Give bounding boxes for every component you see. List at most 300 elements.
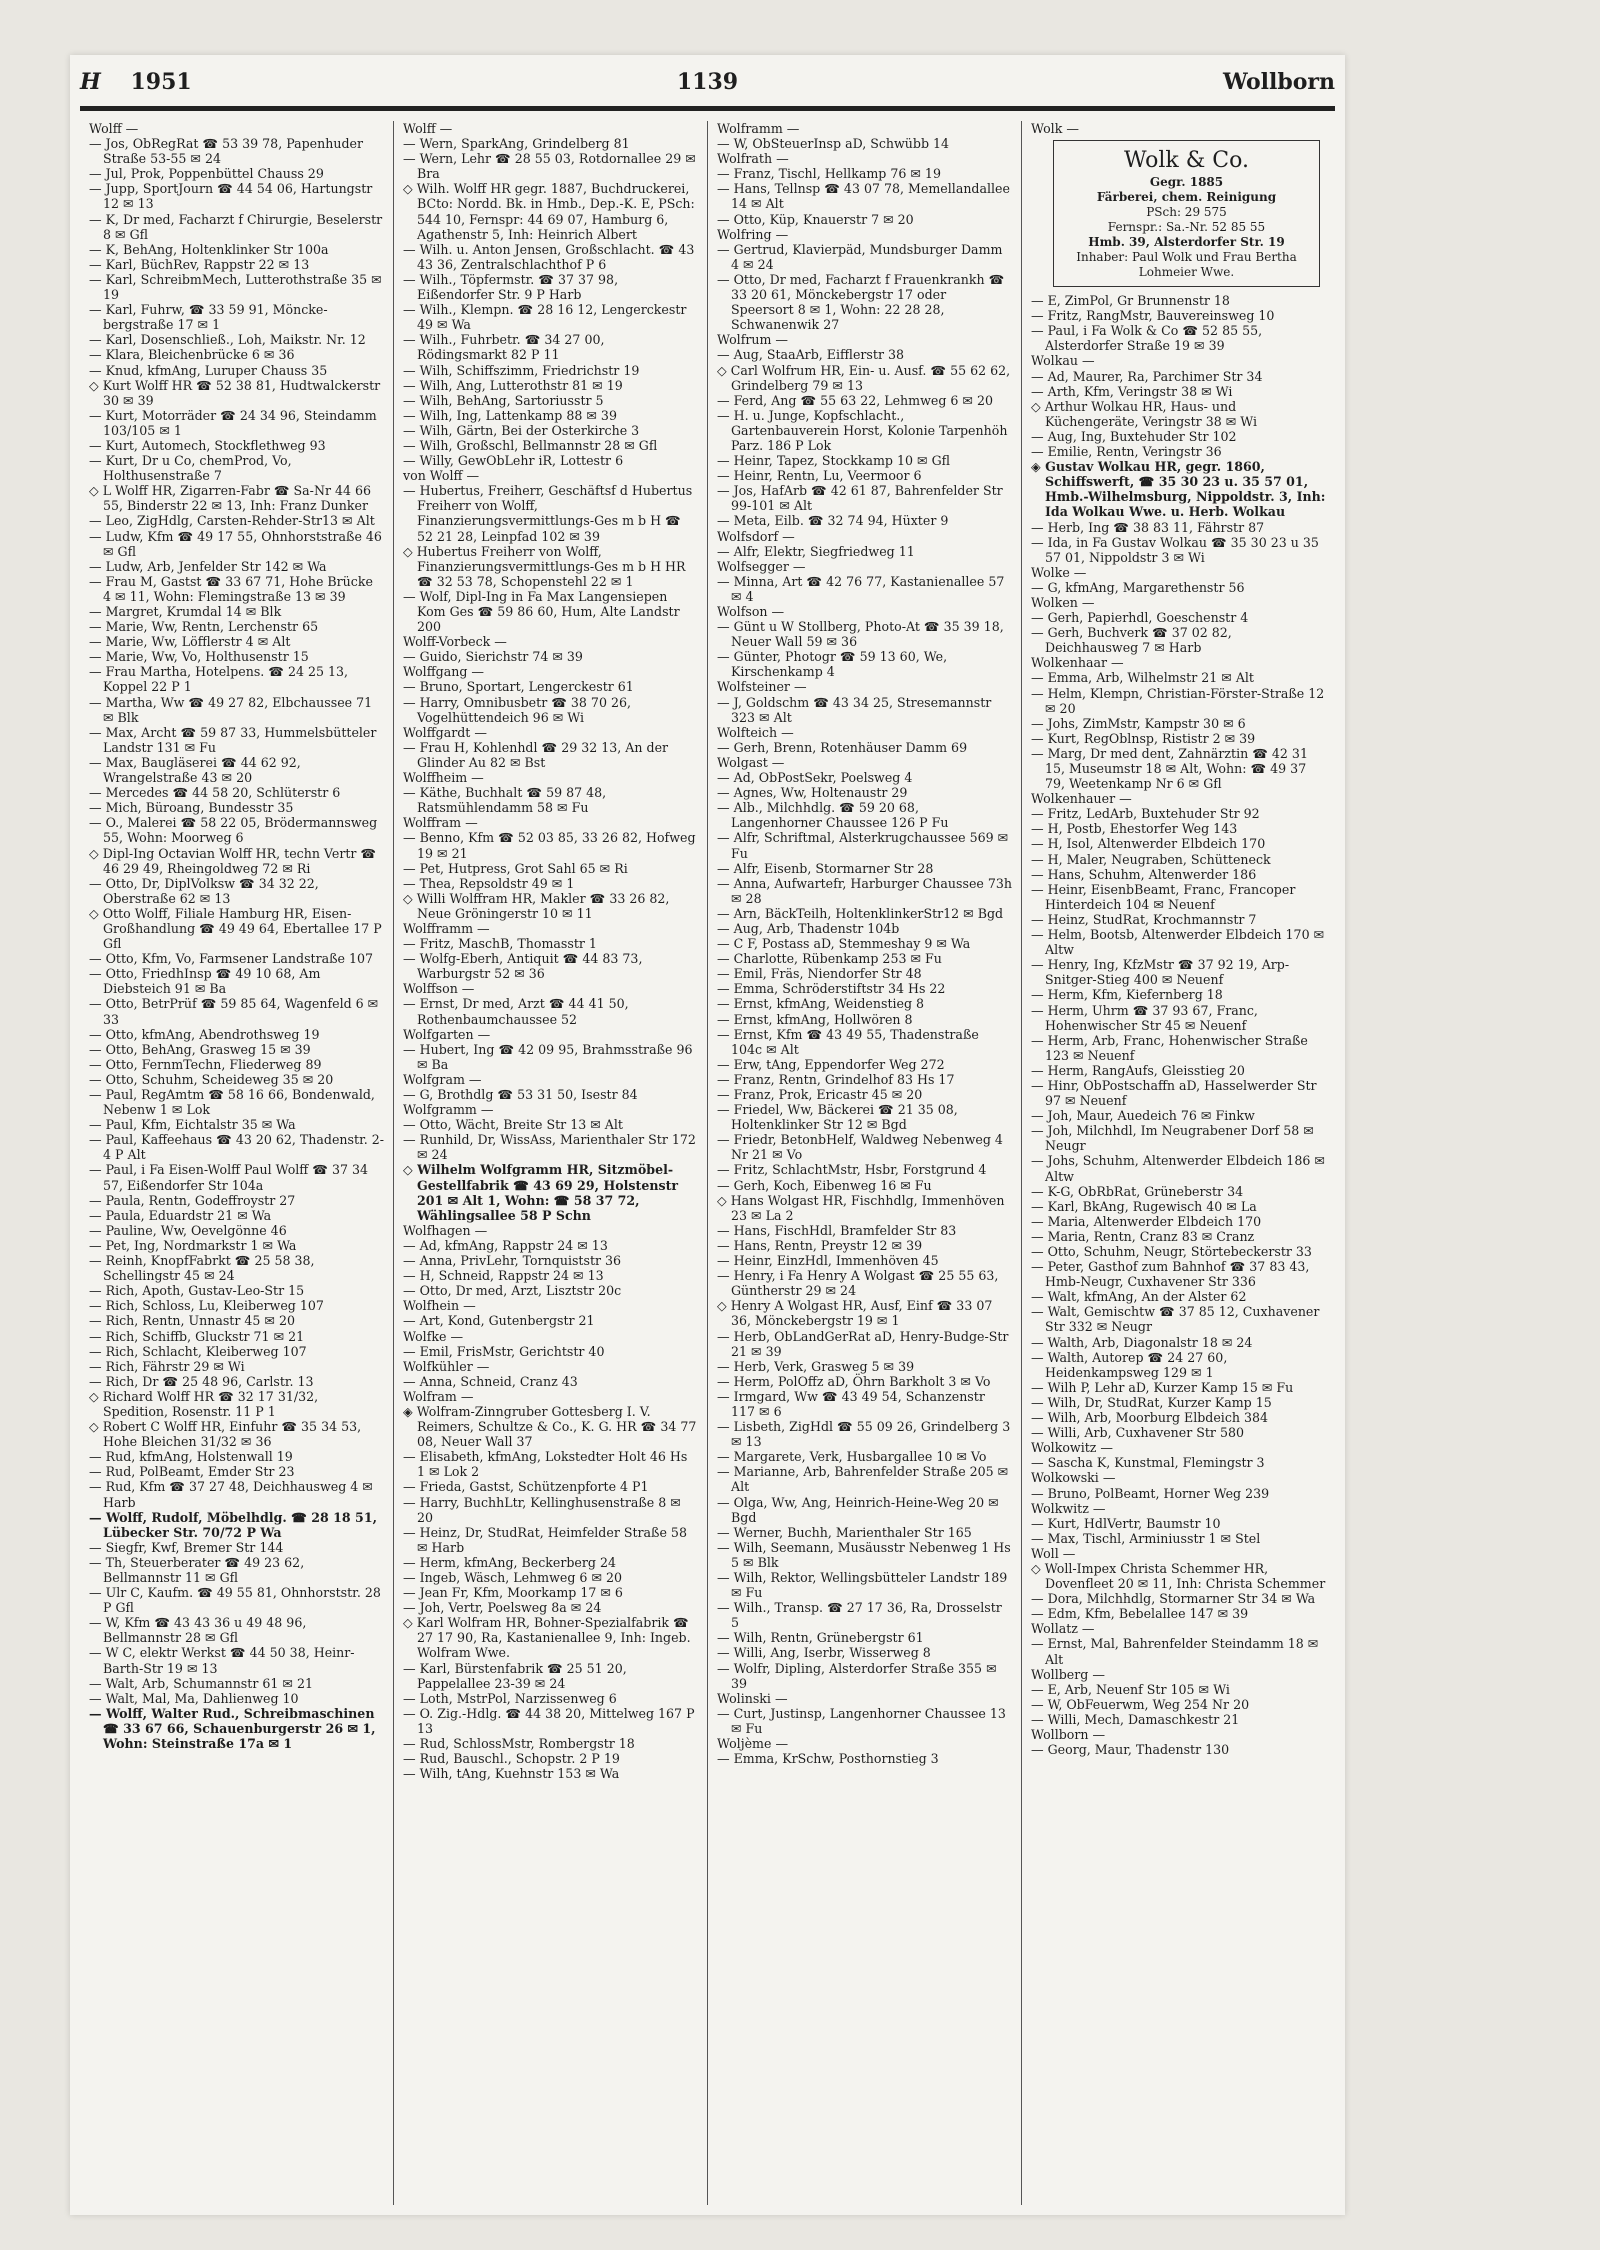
directory-entry: — Runhild, Dr, WissAss, Marienthaler Str 172 ✉ 24 [403, 1132, 696, 1163]
column-2 [394, 121, 708, 2205]
directory-entry: — Wilh P, Lehr aD, Kurzer Kamp 15 ✉ Fu [1031, 1379, 1294, 1395]
directory-entry: — W C, elektr Werkst ☎ 44 50 38, Heinr-Barth-Str 19 ✉ 13 [89, 1645, 355, 1676]
directory-entry: — Paula, Eduardstr 21 ✉ Wa [89, 1207, 272, 1223]
directory-entry: — Ernst, kfmAng, Weidenstieg 8 [717, 996, 925, 1012]
directory-entry: — Walth, Arb, Diagonalstr 18 ✉ 24 [1031, 1334, 1253, 1350]
directory-entry: — H, Isol, Altenwerder Elbdeich 170 [1031, 836, 1266, 852]
directory-entry: — Henry, i Fa Henry A Wolgast ☎ 25 55 63, Güntherstr 29 ✉ 24 [717, 1268, 999, 1299]
directory-entry: — H, Maler, Neugraben, Schütteneck [1031, 851, 1271, 867]
directory-entry: — Walt, Arb, Schumannstr 61 ✉ 21 [89, 1675, 313, 1691]
directory-entry: — Charlotte, Rübenkamp 253 ✉ Fu [717, 951, 942, 967]
surname-heading: Wolfhagen — [403, 1222, 488, 1238]
directory-entry: ◇ Kurt Wolff HR ☎ 52 38 81, Hudtwalckerstr 30 ✉ 39 [89, 377, 381, 408]
directory-entry: — Ingeb, Wäsch, Lehmweg 6 ✉ 20 [403, 1570, 623, 1585]
directory-entry: — Marie, Ww, Löfflerstr 4 ✉ Alt [89, 634, 291, 650]
directory-entry: — Anna, Aufwartefr, Harburger Chaussee 73h ✉ 28 [717, 875, 1012, 906]
directory-entry: — Wilh. u. Anton Jensen, Großschlacht. ☎ 43 43 36, Zentralschlachthof P 6 [403, 241, 695, 272]
directory-entry: — Karl, SchreibmMech, Lutterothstraße 35 ✉ 19 [89, 271, 382, 303]
directory-entry: — Guido, Sierichstr 74 ✉ 39 [403, 649, 583, 665]
directory-entry: — Wilh, Großschl, Bellmannstr 28 ✉ Gfl [403, 437, 658, 453]
surname-heading: Wolfke — [403, 1328, 464, 1344]
directory-entry: — Rich, Schloss, Lu, Kleiberweg 107 [89, 1298, 324, 1314]
directory-entry: — Ernst, Kfm ☎ 43 49 55, Thadenstraße 104c ✉ Alt [717, 1026, 979, 1057]
ad-phone: Fernspr.: Sa.-Nr. 52 85 55 [1107, 220, 1266, 235]
directory-entry: — Otto, Kfm, Vo, Farmsener Landstraße 107 [89, 951, 374, 967]
surname-heading: Wolffson — [403, 981, 475, 997]
directory-entry: ◇ Willi Wolffram HR, Makler ☎ 33 26 82, Neue Gröningerstr 10 ✉ 11 [403, 890, 670, 921]
surname-heading: Wollberg — [1031, 1666, 1105, 1682]
surname-heading: Wolfkühler — [403, 1358, 490, 1374]
directory-entry: ◇ Henry A Wolgast HR, Ausf, Einf ☎ 33 07 36, Mönckebergstr 19 ✉ 1 [717, 1298, 993, 1329]
directory-entry: — Willi, Ang, Iserbr, Wisserweg 8 [717, 1645, 931, 1661]
directory-entry: — Margarete, Verk, Husbargallee 10 ✉ Vo [717, 1449, 987, 1465]
directory-entry: ◇ Wilhelm Wolfgramm HR, Sitzmöbel-Gestellfabrik ☎ 43 69 29, Holstenstr 201 ✉ Alt 1, Wohn: ☎ 58 37 72, Wählingsallee 58 P Schn [403, 1162, 679, 1223]
directory-entry: — Lisbeth, ZigHdl ☎ 55 09 26, Grindelberg 3 ✉ 13 [717, 1419, 1011, 1450]
directory-entry: — Kurt, Motorräder ☎ 24 34 96, Steindamm 103/105 ✉ 1 [89, 407, 377, 438]
directory-entry: — Alfr, Schriftmal, Alsterkrugchaussee 569 ✉ Fu [717, 830, 1009, 861]
directory-entry: — Otto, Dr, DiplVolksw ☎ 34 32 22, Oberstraße 62 ✉ 13 [89, 875, 319, 906]
directory-entry: — Otto, kfmAng, Abendrothsweg 19 [89, 1026, 320, 1042]
directory-entry: — Fritz, MaschB, Thomasstr 1 [403, 936, 597, 952]
directory-entry: — Frieda, Gastst, Schützenpforte 4 P1 [403, 1479, 649, 1495]
directory-entry: — J, Goldschm ☎ 43 34 25, Stresemannstr 323 ✉ Alt [717, 694, 992, 725]
directory-entry: — Heinr, EisenbBeamt, Franc, Francoper Hinterdeich 104 ✉ Neuenf [1031, 881, 1296, 912]
directory-entry: — Wolfr, Dipling, Alsterdorfer Straße 355 ✉ 39 [717, 1660, 997, 1691]
directory-entry: — Arn, BäckTeilh, HoltenklinkerStr12 ✉ Bgd [717, 905, 1004, 921]
directory-entry: — Heinz, Dr, StudRat, Heimfelder Straße 58 ✉ Harb [403, 1524, 687, 1555]
directory-entry: — Siegfr, Kwf, Bremer Str 144 [89, 1539, 284, 1555]
directory-entry: — Aug, Ing, Buxtehuder Str 102 [1031, 428, 1237, 444]
surname-heading: Wolken — [1031, 594, 1095, 610]
directory-entry: — Ferd, Ang ☎ 55 63 22, Lehmweg 6 ✉ 20 [717, 392, 993, 408]
column-1 [80, 121, 394, 2205]
directory-entry: — Heinr, Tapez, Stockkamp 10 ✉ Gfl [717, 453, 951, 469]
directory-entry: — Käthe, Buchhalt ☎ 59 87 48, Ratsmühlendamm 58 ✉ Fu [403, 785, 607, 816]
directory-entry: — Paula, Rentn, Godeffroystr 27 [89, 1192, 296, 1208]
directory-entry: — Aug, Arb, Thadenstr 104b [717, 920, 900, 936]
directory-entry: — Rich, Apoth, Gustav-Leo-Str 15 [89, 1283, 305, 1299]
page-header [80, 65, 1335, 105]
directory-entry: — Otto, FriedhInsp ☎ 49 10 68, Am Diebsteich 91 ✉ Ba [89, 966, 321, 997]
directory-entry: — Otto, FernmTechn, Fliederweg 89 [89, 1056, 322, 1072]
directory-entry: — Peter, Gasthof zum Bahnhof ☎ 37 83 43, Hmb-Neugr, Cuxhavener Str 336 [1031, 1259, 1310, 1290]
surname-heading: Wolfson — [717, 604, 785, 619]
directory-entry: — Kurt, RegOblnsp, Rististr 2 ✉ 39 [1031, 730, 1256, 746]
directory-entry: — Wolff, Rudolf, Möbelhdlg. ☎ 28 18 51, Lübecker Str. 70/72 P Wa [89, 1509, 377, 1540]
directory-entry: — Elisabeth, kfmAng, Lokstedter Holt 46 Hs 1 ✉ Lok 2 [403, 1449, 688, 1480]
directory-entry: — Günter, Photogr ☎ 59 13 60, We, Kirschenkamp 4 [717, 649, 948, 680]
directory-entry: — Gerh, Papierhdl, Goeschenstr 4 [1031, 610, 1249, 626]
directory-entry: — K-G, ObRbRat, Grüneberstr 34 [1031, 1183, 1244, 1199]
directory-entry: — Benno, Kfm ☎ 52 03 85, 33 26 82, Hofweg 19 ✉ 21 [403, 830, 696, 861]
directory-entry: ◇ Woll-Impex Christa Schemmer HR, Dovenfleet 20 ✉ 11, Inh: Christa Schemmer [1031, 1560, 1326, 1592]
directory-entry: — Wolff, Walter Rud., Schreibmaschinen ☎ 33 67 66, Schauenburgerstr 26 ✉ 1, Wohn: Steinstraße 17a ✉ 1 [89, 1705, 376, 1752]
directory-entry: — Rud, Bauschl., Schopstr. 2 P 19 [403, 1751, 620, 1767]
surname-heading: Wolkowitz — [1031, 1440, 1114, 1456]
surname-heading: von Wolff — [403, 468, 480, 484]
surname-heading: Woljème — [717, 1736, 789, 1752]
directory-entry: — Anna, PrivLehr, Tornquiststr 36 [403, 1253, 622, 1269]
directory-entry: — Franz, Rentn, Grindelhof 83 Hs 17 [717, 1071, 955, 1087]
directory-entry: — Ernst, Mal, Bahrenfelder Steindamm 18 ✉ Alt [1031, 1636, 1319, 1667]
directory-entry: — Thea, Repsoldstr 49 ✉ 1 [403, 875, 575, 891]
directory-entry: — H, Postb, Ehestorfer Weg 143 [1031, 821, 1238, 837]
directory-entry: — Knud, kfmAng, Luruper Chauss 35 [89, 362, 328, 378]
directory-entry: — Herb, Ing ☎ 38 83 11, Fährstr 87 [1031, 519, 1265, 535]
directory-entry: — Karl, Dosenschließ., Loh, Maikstr. Nr. 12 [89, 332, 366, 348]
surname-heading: Wolfgramm — [403, 1102, 494, 1118]
directory-entry: — Rich, Dr ☎ 25 48 96, Carlstr. 13 [89, 1373, 314, 1389]
directory-entry: ◇ Dipl-Ing Octavian Wolff HR, techn Vertr ☎ 46 29 49, Rheingoldweg 72 ✉ Ri [89, 845, 377, 876]
directory-entry: — Otto, Dr med, Facharzt f Frauenkrankh ☎ 33 20 61, Mönckebergstr 17 oder Speersort 8 ✉ 1, Wohn: 22 28 28, Schwanenwik 27 [717, 271, 1005, 333]
directory-entry: — Th, Steuerberater ☎ 49 23 62, Bellmannstr 11 ✉ Gfl [89, 1554, 305, 1585]
ad-address: Hmb. 39, Alsterdorfer Str. 19 [1088, 235, 1285, 250]
directory-entry: — Rud, kfmAng, Holstenwall 19 [89, 1449, 293, 1465]
directory-entry: — Anna, Schneid, Cranz 43 [403, 1373, 578, 1389]
directory-entry: — Pauline, Ww, Oevelgönne 46 [89, 1222, 287, 1238]
directory-entry: — Walt, Gemischtw ☎ 37 85 12, Cuxhavener Str 332 ✉ Neugr [1031, 1304, 1320, 1335]
directory-page [70, 55, 1345, 2215]
header-rule [80, 106, 1335, 111]
directory-entry: — Wilh, Seemann, Musäusstr Nebenweg 1 Hs 5 ✉ Blk [717, 1539, 1011, 1570]
directory-entry: — Emma, KrSchw, Posthornstieg 3 [717, 1751, 939, 1767]
directory-entry: ◇ Wilh. Wolff HR gegr. 1887, Buchdruckerei, BCto: Nordd. Bk. in Hmb., Dep.-K. E, PSch: 544 10, Fernspr: 44 69 07, Hamburg 6, Agathenstr 5, Inh: Heinrich Albert [403, 181, 695, 242]
directory-entry: ◇ Richard Wolff HR ☎ 32 17 31/32, Spedition, Rosenstr. 11 P 1 [89, 1388, 319, 1419]
ad-psch: PSch: 29 575 [1146, 205, 1227, 220]
directory-entry: — W, ObFeuerwm, Weg 254 Nr 20 [1031, 1696, 1250, 1712]
directory-entry: — Ernst, Dr med, Arzt ☎ 44 41 50, Rothenbaumchaussee 52 [403, 996, 629, 1027]
directory-entry: — Pet, Hutpress, Grot Sahl 65 ✉ Ri [403, 860, 628, 876]
ad-firm-name: Wolk & Co. [1124, 148, 1249, 174]
directory-entry: — Wern, Lehr ☎ 28 55 03, Rotdornallee 29 ✉ Bra [403, 151, 696, 182]
directory-entry: — Marie, Ww, Rentn, Lerchenstr 65 [89, 619, 319, 635]
directory-entry: — Fritz, RangMstr, Bauvereinsweg 10 [1031, 308, 1275, 324]
directory-entry: — Willi, Arb, Cuxhavener Str 580 [1031, 1425, 1244, 1441]
directory-entry: — Max, Tischl, Arminiusstr 1 ✉ Stel [1031, 1530, 1261, 1546]
directory-entry: — Ludw, Arb, Jenfelder Str 142 ✉ Wa [89, 558, 327, 574]
directory-entry: — Ida, in Fa Gustav Wolkau ☎ 35 30 23 u 35 57 01, Nippoldstr 3 ✉ Wi [1031, 534, 1319, 565]
directory-entry: — Harry, Omnibusbetr ☎ 38 70 26, Vogelhüttendeich 96 ✉ Wi [403, 694, 631, 725]
directory-entry: ◇ Arthur Wolkau HR, Haus- und Küchengeräte, Veringstr 38 ✉ Wi [1031, 398, 1258, 429]
directory-entry: — Ad, kfmAng, Rappstr 24 ✉ 13 [403, 1237, 608, 1253]
directory-entry: — Mich, Büroang, Bundesstr 35 [89, 800, 294, 816]
directory-entry: — Wilh, Dr, StudRat, Kurzer Kamp 15 [1031, 1394, 1272, 1410]
directory-entry: — Hubertus, Freiherr, Geschäftsf d Hubertus Freiherr von Wolff, Finanzierungsvermittlungs-Ges m b H ☎ 52 21 28, Leinpfad 102 ✉ 39 [403, 483, 693, 544]
surname-heading: Wolfgarten — [403, 1026, 491, 1042]
directory-entry: — Gerh, Buchverk ☎ 37 02 82, Deichhausweg 7 ✉ Harb [1031, 625, 1232, 656]
directory-entry: ◈ Gustav Wolkau HR, gegr. 1860, Schiffswerft, ☎ 35 30 23 u. 35 57 01, Hmb.-Wilhelmsburg, Nippoldstr. 3, Inh: Ida Wolkau Wwe. u. Herb. Wolkau [1031, 459, 1326, 520]
surname-heading: Wolinski — [717, 1690, 788, 1706]
directory-entry: — Herb, ObLandGerRat aD, Henry-Budge-Str 21 ✉ 39 [717, 1328, 1009, 1359]
directory-entry: — Wilh, Schiffszimm, Friedrichstr 19 [403, 362, 640, 378]
directory-entry: — W, Kfm ☎ 43 43 36 u 49 48 96, Bellmannstr 28 ✉ Gfl [89, 1615, 307, 1646]
directory-entry: — Ludw, Kfm ☎ 49 17 55, Ohnhorststraße 46 ✉ Gfl [89, 528, 382, 559]
columns [80, 121, 1335, 2205]
surname-heading: Wolfrum — [717, 332, 789, 348]
directory-entry: — Edm, Kfm, Bebelallee 147 ✉ 39 [1031, 1606, 1249, 1622]
directory-entry: — Rud, Kfm ☎ 37 27 48, Deichhausweg 4 ✉ Harb [89, 1479, 373, 1510]
directory-entry: — Arth, Kfm, Veringstr 38 ✉ Wi [1031, 383, 1233, 399]
directory-entry: — Emilie, Rentn, Veringstr 36 [1031, 444, 1222, 460]
directory-entry: — Gerh, Koch, Eibenweg 16 ✉ Fu [717, 1177, 932, 1193]
directory-entry: — Alfr, Elektr, Siegfriedweg 11 [717, 543, 915, 559]
column-3 [708, 121, 1022, 2205]
directory-entry: — Wilh, Ing, Lattenkamp 88 ✉ 39 [403, 407, 617, 423]
directory-entry: — Paul, i Fa Eisen-Wolff Paul Wolff ☎ 37 34 57, Eißendorfer Str 104a [89, 1162, 368, 1193]
surname-heading: Woll — [1031, 1545, 1076, 1561]
directory-entry: — Herb, Verk, Grasweg 5 ✉ 39 [717, 1358, 915, 1374]
directory-entry: — Heinz, StudRat, Krochmannstr 7 [1031, 911, 1257, 927]
directory-entry: — Wilh, Arb, Moorburg Elbdeich 384 [1031, 1410, 1269, 1426]
directory-entry: — Marie, Ww, Vo, Holthusenstr 15 [89, 649, 309, 665]
directory-entry: — Günt u W Stollberg, Photo-At ☎ 35 39 18, Neuer Wall 59 ✉ 36 [717, 619, 1004, 650]
directory-entry: — Joh, Maur, Auedeich 76 ✉ Finkw [1031, 1108, 1255, 1124]
surname-heading: Wolffram — [403, 815, 478, 831]
surname-heading: Wolfgram — [403, 1071, 482, 1087]
directory-entry: — Margret, Krumdal 14 ✉ Blk [89, 604, 282, 619]
directory-entry: ◇ L Wolff HR, Zigarren-Fabr ☎ Sa-Nr 44 66 55, Binderstr 22 ✉ 13, Inh: Franz Dunker [89, 483, 372, 514]
directory-entry: — O., Malerei ☎ 58 22 05, Brödermannsweg 55, Wohn: Moorweg 6 [89, 815, 378, 846]
directory-entry: ◇ Robert C Wolff HR, Einfuhr ☎ 35 34 53, Hohe Bleichen 31/32 ✉ 36 [89, 1419, 362, 1450]
directory-entry: — Wern, SparkAng, Grindelberg 81 [403, 136, 630, 152]
directory-entry: — Otto, BetrPrüf ☎ 59 85 64, Wagenfeld 6 ✉ 33 [89, 996, 379, 1027]
surname-heading: Wolff — [89, 121, 139, 136]
directory-entry: — Hans, Tellnsp ☎ 43 07 78, Memellandallee 14 ✉ Alt [717, 181, 1010, 212]
surname-heading: Wolke — [1031, 564, 1087, 580]
directory-entry: — Wilh, Gärtn, Bei der Osterkirche 3 [403, 422, 640, 438]
surname-heading: Wolfhein — [403, 1298, 476, 1314]
directory-entry: — H, Schneid, Rappstr 24 ✉ 13 [403, 1268, 604, 1284]
directory-entry: ◇ Hubertus Freiherr von Wolff, Finanzierungsvermittlungs-Ges m b H HR ☎ 32 53 78, Schopenstehl 22 ✉ 1 [403, 543, 686, 589]
surname-heading: Wolfsegger — [717, 558, 806, 574]
directory-entry: — E, Arb, Neuenf Str 105 ✉ Wi [1031, 1681, 1230, 1697]
directory-entry: — Marg, Dr med dent, Zahnärztin ☎ 42 31 15, Museumstr 18 ✉ Alt, Wohn: ☎ 49 37 79, Weetenkamp Nr 6 ✉ Gfl [1031, 745, 1308, 792]
surname-heading: Wolffgardt — [403, 724, 487, 740]
directory-entry: — Reinh, KnopfFabrkt ☎ 25 58 38, Schellingstr 45 ✉ 24 [89, 1253, 315, 1284]
directory-entry: — Walt, Mal, Ma, Dahlienweg 10 [89, 1690, 299, 1706]
directory-entry: — Heinr, EinzHdl, Immenhöven 45 [717, 1253, 939, 1269]
directory-entry: — Franz, Prok, Ericastr 45 ✉ 20 [717, 1087, 923, 1102]
directory-entry: — Irmgard, Ww ☎ 43 49 54, Schanzenstr 117 ✉ 6 [717, 1388, 985, 1419]
surname-heading: Wolfring — [717, 226, 789, 242]
directory-entry: — Erw, tAng, Eppendorfer Weg 272 [717, 1056, 945, 1072]
surname-heading: Wolkau — [1031, 353, 1095, 369]
surname-heading: Wolfrath — [717, 151, 789, 167]
directory-entry: — Wilh, Rektor, Wellingsbütteler Landstr 189 ✉ Fu [717, 1570, 1008, 1601]
directory-entry: — Ad, ObPostSekr, Poelsweg 4 [717, 770, 913, 786]
directory-entry: — Jupp, SportJourn ☎ 44 54 06, Hartungstr 12 ✉ 13 [89, 181, 373, 212]
surname-heading: Wolfteich — [717, 724, 794, 740]
directory-entry: — Emma, Schröderstiftstr 34 Hs 22 [717, 981, 946, 997]
directory-entry: — Martha, Ww ☎ 49 27 82, Elbchaussee 71 ✉ Blk [89, 694, 373, 725]
surname-heading: Wolkwitz — [1031, 1500, 1106, 1516]
surname-heading: Wollborn — [1031, 1727, 1106, 1742]
directory-entry: — Otto, Küp, Knauerstr 7 ✉ 20 [717, 211, 914, 227]
directory-entry: — Max, Baugläserei ☎ 44 62 92, Wrangelstraße 43 ✉ 20 [89, 754, 301, 786]
directory-entry: ◇ Hans Wolgast HR, Fischhdlg, Immenhöven 23 ✉ La 2 [717, 1192, 1005, 1223]
column-4 [1022, 121, 1335, 2205]
directory-entry: — Kurt, HdlVertr, Baumstr 10 [1031, 1515, 1221, 1531]
directory-entry: — Rud, PolBeamt, Emder Str 23 [89, 1464, 295, 1480]
directory-entry: — Karl, BkAng, Rugewisch 40 ✉ La [1031, 1198, 1257, 1214]
directory-entry: — Wilh., Fuhrbetr. ☎ 34 27 00, Rödingsmarkt 82 P 11 [403, 332, 605, 363]
directory-entry: — Jos, ObRegRat ☎ 53 39 78, Papenhuder Straße 53-55 ✉ 24 [89, 136, 363, 167]
directory-entry: — Otto, Wächt, Breite Str 13 ✉ Alt [403, 1117, 623, 1133]
surname-heading: Wolframm — [717, 121, 800, 136]
directory-entry: — Wilh, BehAng, Sartoriusstr 5 [403, 392, 604, 408]
directory-entry: — Otto, Dr med, Arzt, Lisztstr 20c [403, 1283, 622, 1299]
directory-entry: — Bruno, Sportart, Lengerckestr 61 [403, 679, 634, 695]
directory-entry: — Ad, Maurer, Ra, Parchimer Str 34 [1031, 368, 1263, 384]
directory-entry: — Art, Kond, Gutenbergstr 21 [403, 1313, 595, 1329]
directory-entry: — Jos, HafArb ☎ 42 61 87, Bahrenfelder Str 99-101 ✉ Alt [717, 483, 1003, 514]
directory-entry: — Jul, Prok, Poppenbüttel Chauss 29 [89, 166, 324, 182]
directory-entry: — Paul, Kaffeehaus ☎ 43 20 62, Thadenstr. 2-4 P Alt [89, 1132, 384, 1163]
directory-entry: — Mercedes ☎ 44 58 20, Schlüterstr 6 [89, 785, 341, 801]
directory-entry: — Alfr, Eisenb, Stormarner Str 28 [717, 860, 934, 876]
directory-entry: — G, Brothdlg ☎ 53 31 50, Isestr 84 [403, 1087, 638, 1102]
directory-entry: — Klara, Bleichenbrücke 6 ✉ 36 [89, 347, 295, 363]
surname-heading: Wolkenhauer — [1031, 791, 1132, 807]
year: 1951 [130, 69, 192, 95]
directory-entry: — Georg, Maur, Thadenstr 130 [1031, 1742, 1230, 1758]
directory-entry: — Walt, kfmAng, An der Alster 62 [1031, 1289, 1247, 1305]
directory-entry: — Harry, BuchhLtr, Kellinghusenstraße 8 ✉ 20 [403, 1494, 681, 1525]
directory-entry: — Rich, Schlacht, Kleiberweg 107 [89, 1343, 307, 1359]
directory-entry: — Emil, Fräs, Niendorfer Str 48 [717, 966, 922, 982]
directory-entry: — Werner, Buchh, Marienthaler Str 165 [717, 1524, 972, 1540]
surname-heading: Wolfframm — [403, 920, 490, 936]
directory-entry: — Johs, ZimMstr, Kampstr 30 ✉ 6 [1031, 715, 1246, 731]
directory-entry: — Frau M, Gastst ☎ 33 67 71, Hohe Brücke 4 ✉ 11, Wohn: Flemingstraße 13 ✉ 39 [89, 573, 373, 604]
page-number: 1139 [676, 69, 739, 95]
directory-entry: — Hans, Rentn, Preystr 12 ✉ 39 [717, 1237, 923, 1253]
directory-entry: ◈ Wolfram-Zinngruber Gottesberg I. V. Reimers, Schultze & Co., K. G. HR ☎ 34 77 08, Neuer Wall 37 [403, 1403, 697, 1450]
directory-entry: — Rud, SchlossMstr, Rombergstr 18 [403, 1736, 635, 1752]
directory-entry: — Agnes, Ww, Holtenaustr 29 [717, 785, 908, 801]
surname-heading: Wolfsteiner — [717, 679, 807, 695]
directory-entry: — Karl, Bürstenfabrik ☎ 25 51 20, Pappelallee 23-39 ✉ 24 [403, 1660, 627, 1691]
directory-entry: — Joh, Milchhdl, Im Neugrabener Dorf 58 ✉ Neugr [1031, 1123, 1314, 1154]
directory-entry: — C F, Postass aD, Stemmeshay 9 ✉ Wa [717, 936, 971, 952]
directory-entry: — Wolf, Dipl-Ing in Fa Max Langensiepen Kom Ges ☎ 59 86 60, Hum, Alte Landstr 200 [403, 588, 680, 635]
directory-entry: — Heinr, Rentn, Lu, Veermoor 6 [717, 468, 922, 484]
directory-entry: — Karl, BüchRev, Rappstr 22 ✉ 13 [89, 256, 310, 272]
directory-entry: — W, ObSteuerInsp aD, Schwübb 14 [717, 136, 950, 152]
directory-entry: — Max, Archt ☎ 59 87 33, Hummelsbütteler Landstr 131 ✉ Fu [89, 724, 377, 755]
surname-heading: Wolkenhaar — [1031, 655, 1124, 671]
directory-entry: — Frau Martha, Hotelpens. ☎ 24 25 13, Koppel 22 P 1 [89, 664, 349, 695]
directory-entry: — Jean Fr, Kfm, Moorkamp 17 ✉ 6 [403, 1585, 623, 1601]
directory-entry: — Dora, Milchhdlg, Stormarner Str 34 ✉ Wa [1031, 1591, 1316, 1607]
directory-entry: — K, BehAng, Holtenklinker Str 100a [89, 241, 329, 257]
directory-entry: ◇ Karl Wolfram HR, Bohner-Spezialfabrik ☎ 27 17 90, Ra, Kastanienallee 9, Inh: Ingeb. Wolfram Wwe. [403, 1615, 691, 1661]
directory-entry: — Wilh., Töpfermstr. ☎ 37 37 98, Eißendorfer Str. 9 P Harb [403, 271, 619, 303]
directory-entry: — Hans, FischHdl, Bramfelder Str 83 [717, 1222, 957, 1238]
directory-entry: — Marianne, Arb, Bahrenfelder Straße 205 ✉ Alt [717, 1464, 1009, 1495]
surname-heading: Wolffheim — [403, 770, 484, 786]
directory-entry: ◇ Carl Wolfrum HR, Ein- u. Ausf. ☎ 55 62 62, Grindelberg 79 ✉ 13 [717, 362, 1011, 393]
directory-entry: — Olga, Ww, Ang, Heinrich-Heine-Weg 20 ✉ Bgd [717, 1494, 999, 1525]
directory-entry: — G, kfmAng, Margarethenstr 56 [1031, 579, 1245, 595]
directory-entry: — Wolfg-Eberh, Antiquit ☎ 44 83 73, Warburgstr 52 ✉ 36 [403, 951, 643, 982]
directory-entry: — Franz, Tischl, Hellkamp 76 ✉ 19 [717, 166, 941, 182]
directory-entry: — Emil, FrisMstr, Gerichtstr 40 [403, 1343, 605, 1359]
directory-entry: — Aug, StaaArb, Eifflerstr 38 [717, 347, 904, 363]
directory-entry: — Wilh, Ang, Lutterothstr 81 ✉ 19 [403, 377, 623, 393]
directory-entry: — Herm, kfmAng, Beckerberg 24 [403, 1554, 616, 1570]
directory-entry: — Herm, RangAufs, Gleisstieg 20 [1031, 1062, 1245, 1078]
directory-entry: — Alb., Milchhdlg. ☎ 59 20 68, Langenhorner Chaussee 126 P Fu [717, 800, 949, 831]
directory-entry: — Wilh., Transp. ☎ 27 17 36, Ra, Drosselstr 5 [717, 1600, 1002, 1631]
directory-entry: ◇ Otto Wolff, Filiale Hamburg HR, Eisen-Großhandlung ☎ 49 49 64, Ebertallee 17 P Gfl [89, 905, 382, 952]
directory-entry: — Rich, Fährstr 29 ✉ Wi [89, 1358, 245, 1374]
directory-entry: — Wilh., Klempn. ☎ 28 16 12, Lengerckestr 49 ✉ Wa [403, 302, 687, 333]
ad-owner: Inhaber: Paul Wolk und Frau Bertha Lohmeier Wwe. [1076, 250, 1297, 280]
directory-entry: — Helm, Klempn, Christian-Förster-Straße 12 ✉ 20 [1031, 685, 1325, 716]
advertisement-box [1053, 140, 1320, 287]
directory-entry: — Hinr, ObPostschaffn aD, Hasselwerder Str 97 ✉ Neuenf [1031, 1077, 1317, 1109]
directory-entry: — Sascha K, Kunstmal, Flemingstr 3 [1031, 1455, 1265, 1471]
surname-heading: Wolk — [1031, 121, 1079, 136]
directory-entry: — Pet, Ing, Nordmarkstr 1 ✉ Wa [89, 1237, 297, 1253]
directory-entry: — Herm, Uhrm ☎ 37 93 67, Franc, Hohenwischer Str 45 ✉ Neuenf [1031, 1002, 1258, 1033]
directory-entry: — Rich, Schiffb, Gluckstr 71 ✉ 21 [89, 1328, 305, 1344]
directory-entry: — Helm, Bootsb, Altenwerder Elbdeich 170 ✉ Altw [1031, 927, 1325, 958]
directory-entry: — Curt, Justinsp, Langenhorner Chaussee 13 ✉ Fu [717, 1705, 1006, 1736]
directory-entry: — Wilh, tAng, Kuehnstr 153 ✉ Wa [403, 1766, 620, 1782]
directory-entry: — Ulr C, Kaufm. ☎ 49 55 81, Ohnhorststr. 28 P Gfl [89, 1585, 381, 1616]
directory-entry: — Leo, ZigHdlg, Carsten-Rehder-Str13 ✉ Alt [89, 513, 375, 529]
directory-entry: — Fritz, SchlachtMstr, Hsbr, Forstgrund 4 [717, 1162, 987, 1178]
directory-entry: — Karl, Fuhrw, ☎ 33 59 91, Mönckebergstraße 17 ✉ 1 [89, 302, 328, 333]
directory-entry: — Herm, Kfm, Kiefernberg 18 [1031, 987, 1223, 1003]
surname-heading: Wolgast — [717, 754, 785, 770]
running-head: Wollborn [1223, 69, 1335, 95]
directory-entry: — Herm, PolOffz aD, Öhrn Barkholt 3 ✉ Vo [717, 1373, 991, 1389]
directory-entry: — Hubert, Ing ☎ 42 09 95, Brahmsstraße 96 ✉ Ba [403, 1041, 693, 1072]
directory-entry: — Emma, Arb, Wilhelmstr 21 ✉ Alt [1031, 670, 1254, 686]
surname-heading: Wolfsdorf — [717, 528, 795, 544]
directory-entry: — Fritz, LedArb, Buxtehuder Str 92 [1031, 806, 1260, 822]
directory-entry: — Friedel, Ww, Bäckerei ☎ 21 35 08, Holtenklinker Str 12 ✉ Bgd [717, 1102, 958, 1133]
surname-heading: Wolfram — [403, 1388, 474, 1404]
directory-entry: — Herm, Arb, Franc, Hohenwischer Straße 123 ✉ Neuenf [1031, 1032, 1308, 1063]
directory-entry: — Willy, GewObLehr iR, Lottestr 6 [403, 453, 624, 469]
surname-heading: Wolff-Vorbeck — [403, 634, 507, 650]
directory-entry: — Wilh, Rentn, Grünebergstr 61 [717, 1630, 924, 1646]
directory-entry: — Kurt, Dr u Co, chemProd, Vo, Holthusenstraße 7 [89, 453, 292, 484]
directory-entry: — Otto, BehAng, Grasweg 15 ✉ 39 [89, 1041, 311, 1057]
directory-entry: — Joh, Vertr, Poelsweg 8a ✉ 24 [403, 1600, 602, 1616]
directory-entry: — Henry, Ing, KfzMstr ☎ 37 92 19, Arp-Snitger-Stieg 400 ✉ Neuenf [1031, 957, 1290, 988]
directory-entry: — Otto, Schuhm, Neugr, Störtebeckerstr 33 [1031, 1244, 1312, 1259]
directory-entry: — E, ZimPol, Gr Brunnenstr 18 [1031, 293, 1230, 309]
ad-trade: Färberei, chem. Reinigung [1096, 190, 1277, 205]
directory-entry: — K, Dr med, Facharzt f Chirurgie, Beselerstr 8 ✉ Gfl [89, 211, 383, 242]
directory-entry: — Meta, Eilb. ☎ 32 74 94, Hüxter 9 [717, 513, 949, 529]
directory-entry: — H. u. Junge, Kopfschlacht., Gartenbauverein Horst, Kolonie Tarpenhöh Parz. 186 P Lok [717, 407, 1008, 453]
directory-entry: — O. Zig.-Hdlg. ☎ 44 38 20, Mittelweg 167 P 13 [403, 1705, 695, 1736]
directory-entry: — Ernst, kfmAng, Hollwören 8 [717, 1011, 913, 1027]
surname-heading: Wolff — [403, 121, 453, 136]
directory-entry: — Kurt, Automech, Stockflethweg 93 [89, 437, 326, 453]
directory-entry: — Willi, Mech, Damaschkestr 21 [1031, 1711, 1240, 1727]
directory-entry: — Maria, Rentn, Cranz 83 ✉ Cranz [1031, 1228, 1255, 1244]
surname-heading: Wolkowski — [1031, 1470, 1116, 1486]
directory-entry: — Bruno, PolBeamt, Horner Weg 239 [1031, 1485, 1270, 1501]
directory-entry: — Gerh, Brenn, Rotenhäuser Damm 69 [717, 739, 968, 755]
